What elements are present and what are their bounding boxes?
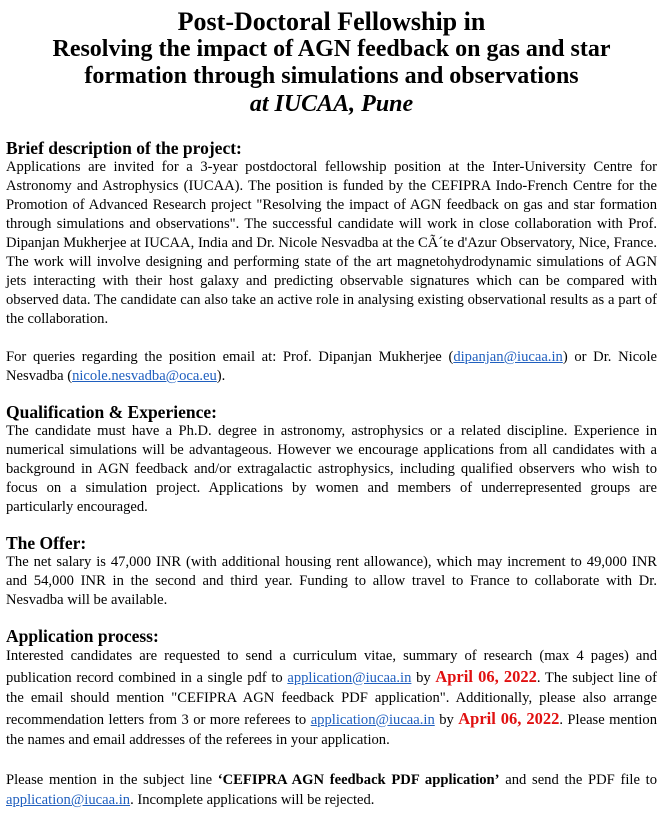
- application-text-3: . The subject line of the email should mention "CEFIPRA AGN feedback PDF application". Additionally, please also arrange recommendation letters from 3 or more referees to: [6, 669, 657, 728]
- title-line-1: Post-Doctoral Fellowship in: [177, 7, 486, 36]
- title-line-2: Resolving the impact of AGN feedback on gas and star: [52, 36, 611, 62]
- title-line-3: formation through simulations and observations: [84, 63, 579, 89]
- queries-prefix: For queries regarding the position email at: Prof. Dipanjan Mukherjee (: [6, 349, 454, 365]
- email-link-application-final[interactable]: application@iucaa.in: [6, 792, 131, 808]
- application-heading: Application process:: [6, 626, 159, 646]
- application-section: [6, 626, 657, 811]
- qualification-section: [6, 402, 657, 517]
- deadline-date-referees: April 06, 2022: [458, 708, 560, 728]
- queries-paragraph: [6, 348, 657, 386]
- application-paragraph: [6, 646, 657, 751]
- qualification-heading: Qualification & Experience:: [6, 402, 217, 422]
- offer-section: [6, 533, 657, 610]
- title-location: at IUCAA, Pune: [249, 91, 414, 117]
- application-text-1: Interested candidates are requested to send a curriculum vitae, summary of research (max 4 pages) and publication record combined in a single pdf to: [6, 648, 657, 686]
- final-middle: and send the PDF file to: [499, 771, 658, 788]
- final-suffix: . Incomplete applications will be rejected.: [130, 792, 375, 808]
- document-title: [6, 8, 657, 118]
- subject-line: ‘CEFIPRA AGN feedback PDF application’: [217, 771, 500, 788]
- queries-middle: ) or Dr. Nicole Nesvadba (: [6, 349, 658, 384]
- brief-section: [6, 138, 657, 386]
- offer-heading: The Offer:: [6, 533, 87, 553]
- application-text-5: . Please mention the names and email addresses of the referees in your application.: [6, 711, 657, 748]
- email-link-application[interactable]: application@iucaa.in: [287, 669, 412, 686]
- application-text-2: by: [411, 669, 436, 686]
- deadline-date: April 06, 2022: [435, 666, 537, 686]
- brief-paragraph: Applications are invited for a 3-year postdoctoral fellowship position at the Inter-University Centre for Astronomy and Astrophysics (IUCAA). The position is funded by the CEFIPRA Indo-French Centre for the Promotion of Advanced Research project "Resolving the impact of AGN feedback on gas and star formation through simulations and observations". The successful candidate will work in close collaboration with Prof. Dipanjan Mukherjee at IUCAA, India and Dr. Nicole Nesvadba at the CÃ´te d'Azur Observatory, Nice, France. The work will involve designing and performing state of the art magnetohydrodynamic simulations of AGN jets interacting with their host galaxy and predicting observable signatures which can be compared with observed data. The candidate can also take an active role in analysing existing observational results as a part of the collaboration.: [6, 159, 657, 327]
- application-text-4: by: [434, 711, 459, 728]
- offer-paragraph: The net salary is 47,000 INR (with additional housing rent allowance), which may increment to 49,000 INR and 54,000 INR in the second and third year. Funding to allow travel to France to collaborate with Dr. Nesvadba will be available.: [6, 554, 657, 608]
- email-link-dipanjan[interactable]: dipanjan@iucaa.in: [453, 349, 563, 365]
- email-link-application-referees[interactable]: application@iucaa.in: [310, 711, 435, 728]
- email-link-nesvadba[interactable]: nicole.nesvadba@oca.eu: [72, 368, 217, 384]
- qualification-paragraph: The candidate must have a Ph.D. degree in astronomy, astrophysics or a related discipline. Experience in numerical simulations will be advantageous. However we encourage applications from all candidates with a background in AGN feedback and/or extragalactic astrophysics, including qualified observers who wish to focus on a simulation project. Applications by women and members of underrepresented groups are particularly encouraged.: [6, 423, 657, 515]
- queries-suffix: ).: [216, 368, 226, 384]
- final-paragraph: [6, 770, 657, 811]
- final-prefix: Please mention in the subject line: [6, 771, 218, 788]
- brief-heading: Brief description of the project:: [6, 138, 242, 158]
